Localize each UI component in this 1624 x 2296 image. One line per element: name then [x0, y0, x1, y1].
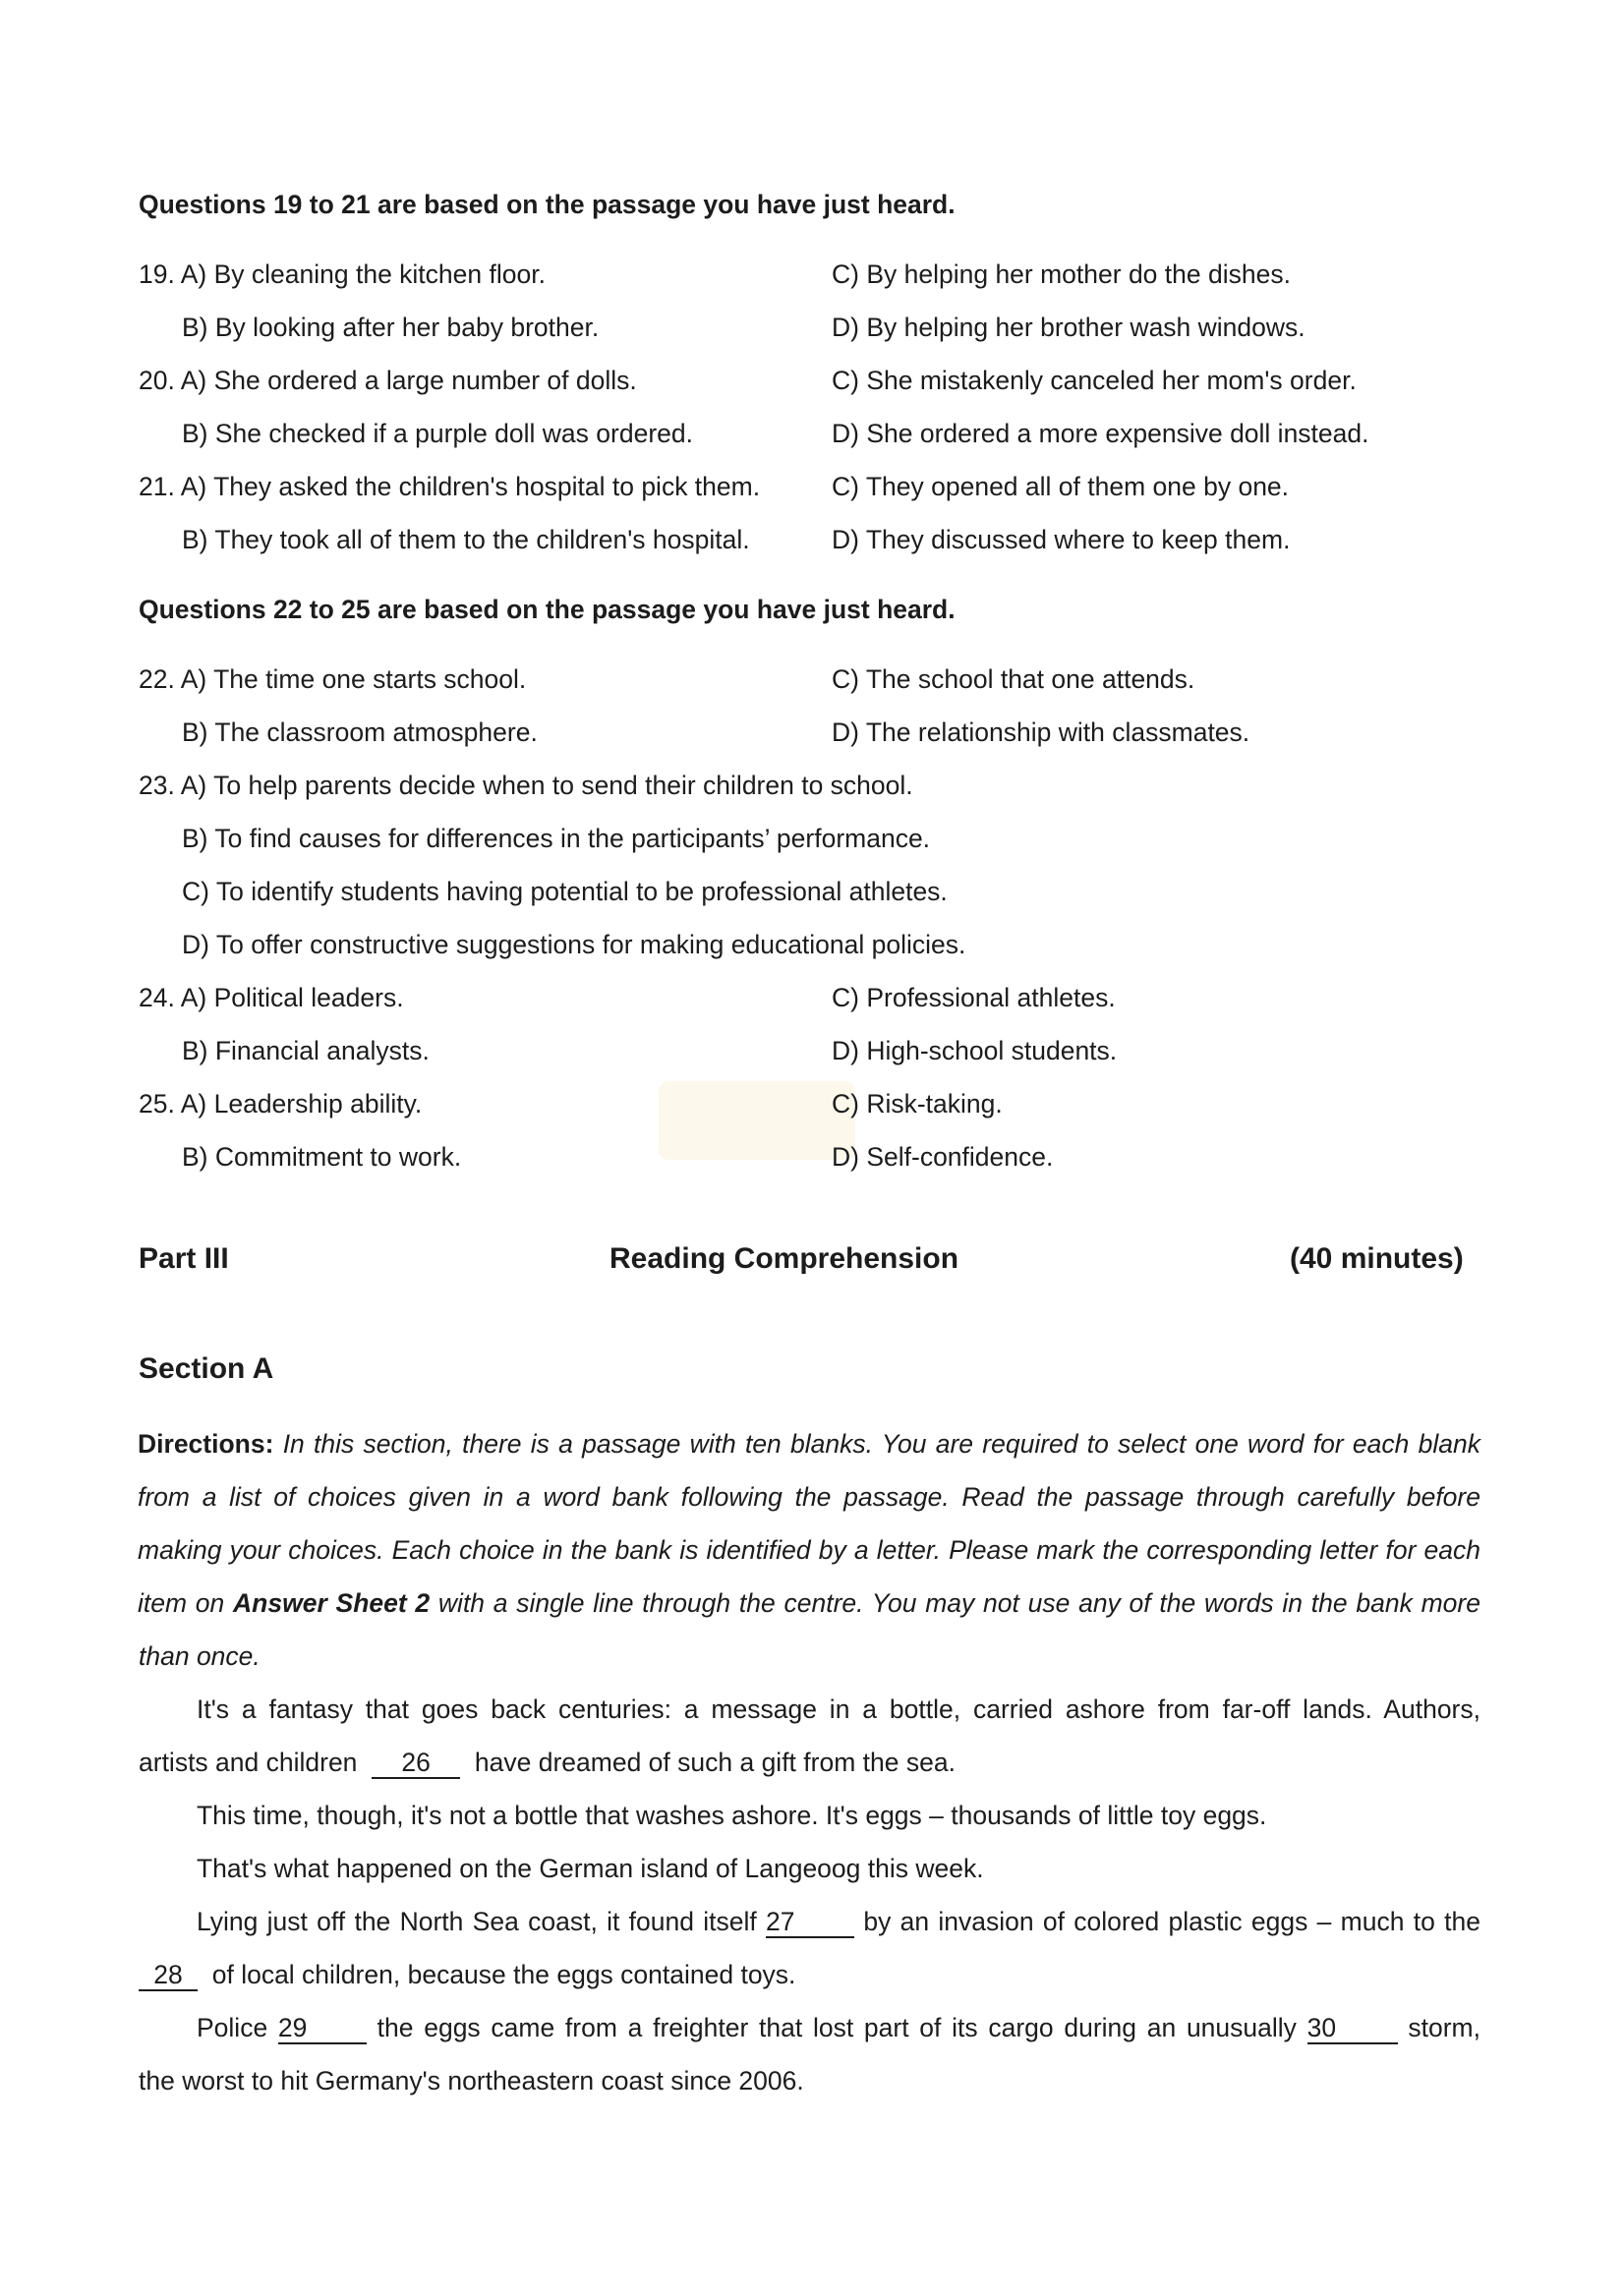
q24-option-d: D) High-school students. — [832, 1036, 1118, 1065]
passage-p5-line1-pre: Police — [197, 2013, 268, 2042]
passage-p5-line1-post: storm, — [1408, 2013, 1480, 2042]
passage-p1-line1: It's a fantasy that goes back centuries: a message in a bottle, carried ashore from far-off lands. Authors, — [197, 1694, 1480, 1724]
faint-watermark — [659, 1081, 855, 1160]
heading-q19-21: Questions 19 to 21 are based on the passage you have just heard. — [139, 190, 956, 219]
directions-label: Directions: — [138, 1429, 274, 1459]
part-label: Part III — [139, 1242, 229, 1275]
q23-option-d: D) To offer constructive suggestions for making educational policies. — [182, 930, 966, 959]
q25-option-b: B) Commitment to work. — [182, 1142, 462, 1172]
heading-q22-25: Questions 22 to 25 are based on the passage you have just heard. — [139, 595, 956, 624]
part-time: (40 minutes) — [1290, 1242, 1464, 1275]
q21-option-d: D) They discussed where to keep them. — [832, 525, 1291, 554]
directions-line-1 — [138, 1429, 1480, 1460]
passage-p5-line1 — [197, 2013, 1480, 2044]
passage-p4-line1 — [197, 1907, 1480, 1938]
section-a-title: Section A — [139, 1352, 274, 1385]
directions-line-4-pre: item on — [138, 1588, 225, 1618]
q20-option-b: B) She checked if a purple doll was ordered. — [182, 419, 693, 448]
directions-text-1: In this section, there is a passage with ten blanks. You are required to select one word for each blank — [282, 1429, 1480, 1459]
blank-29: 29 — [278, 2015, 367, 2044]
q23-option-b: B) To find causes for differences in the participants’ performance. — [182, 824, 931, 853]
q19-option-b: B) By looking after her baby brother. — [182, 313, 600, 342]
q22-option-c: C) The school that one attends. — [832, 664, 1195, 694]
answer-sheet-ref: Answer Sheet 2 — [233, 1588, 431, 1618]
directions-line-4-post: with a single line through the centre. You may not use any of the words in the bank more — [437, 1588, 1480, 1618]
q21-option-c: C) They opened all of them one by one. — [832, 472, 1290, 501]
directions-line-3: making your choices. Each choice in the bank is identified by a letter. Please mark the corresponding letter for each — [138, 1535, 1480, 1565]
q20-option-c: C) She mistakenly canceled her mom's order. — [832, 366, 1357, 395]
directions-line-2: from a list of choices given in a word bank following the passage. Read the passage through carefully before — [138, 1482, 1480, 1512]
q20-option-a: 20. A) She ordered a large number of dolls. — [139, 366, 637, 395]
q22-option-d: D) The relationship with classmates. — [832, 718, 1250, 747]
passage-p4-line2-post: of local children, because the eggs contained toys. — [211, 1960, 796, 1989]
blank-27: 27 — [766, 1909, 854, 1938]
q25-option-c: C) Risk-taking. — [832, 1089, 1003, 1119]
passage-p1-line2 — [139, 1748, 956, 1779]
q22-option-b: B) The classroom atmosphere. — [182, 718, 538, 747]
passage-p4-line2 — [139, 1960, 795, 1991]
q25-option-d: D) Self-confidence. — [832, 1142, 1054, 1172]
q23-option-a: 23. A) To help parents decide when to send their children to school. — [139, 771, 913, 800]
q24-option-c: C) Professional athletes. — [832, 983, 1116, 1012]
directions-line-4 — [138, 1588, 1480, 1619]
part-title: Reading Comprehension — [609, 1242, 959, 1275]
blank-28: 28 — [139, 1962, 198, 1991]
q24-option-a: 24. A) Political leaders. — [139, 983, 404, 1012]
passage-p1-line2-post: have dreamed of such a gift from the sea. — [474, 1748, 956, 1777]
q20-option-d: D) She ordered a more expensive doll instead. — [832, 419, 1369, 448]
directions-line-5: than once. — [139, 1641, 261, 1671]
q23-option-c: C) To identify students having potential to be professional athletes. — [182, 877, 948, 906]
q21-option-b: B) They took all of them to the children's hospital. — [182, 525, 750, 554]
q22-option-a: 22. A) The time one starts school. — [139, 664, 527, 694]
blank-26: 26 — [372, 1750, 460, 1779]
q19-option-c: C) By helping her mother do the dishes. — [832, 259, 1291, 289]
blank-30: 30 — [1307, 2015, 1398, 2044]
q25-option-a: 25. A) Leadership ability. — [139, 1089, 423, 1119]
q21-option-a: 21. A) They asked the children's hospital to pick them. — [139, 472, 761, 501]
passage-p5-line1-mid: the eggs came from a freighter that lost part of its cargo during an unusually — [377, 2013, 1297, 2042]
q24-option-b: B) Financial analysts. — [182, 1036, 430, 1065]
passage-p1-line2-pre: artists and children — [139, 1748, 358, 1777]
passage-p5-line2: the worst to hit Germany's northeastern coast since 2006. — [139, 2066, 804, 2095]
q19-option-d: D) By helping her brother wash windows. — [832, 313, 1305, 342]
passage-p2: This time, though, it's not a bottle that washes ashore. It's eggs – thousands of little toy eggs. — [197, 1801, 1267, 1830]
passage-p3: That's what happened on the German island of Langeoog this week. — [197, 1854, 984, 1883]
passage-p4-line1-post: by an invasion of colored plastic eggs – much to the — [863, 1907, 1480, 1936]
q19-option-a: 19. A) By cleaning the kitchen floor. — [139, 259, 546, 289]
passage-p4-line1-pre: Lying just off the North Sea coast, it found itself — [197, 1907, 757, 1936]
